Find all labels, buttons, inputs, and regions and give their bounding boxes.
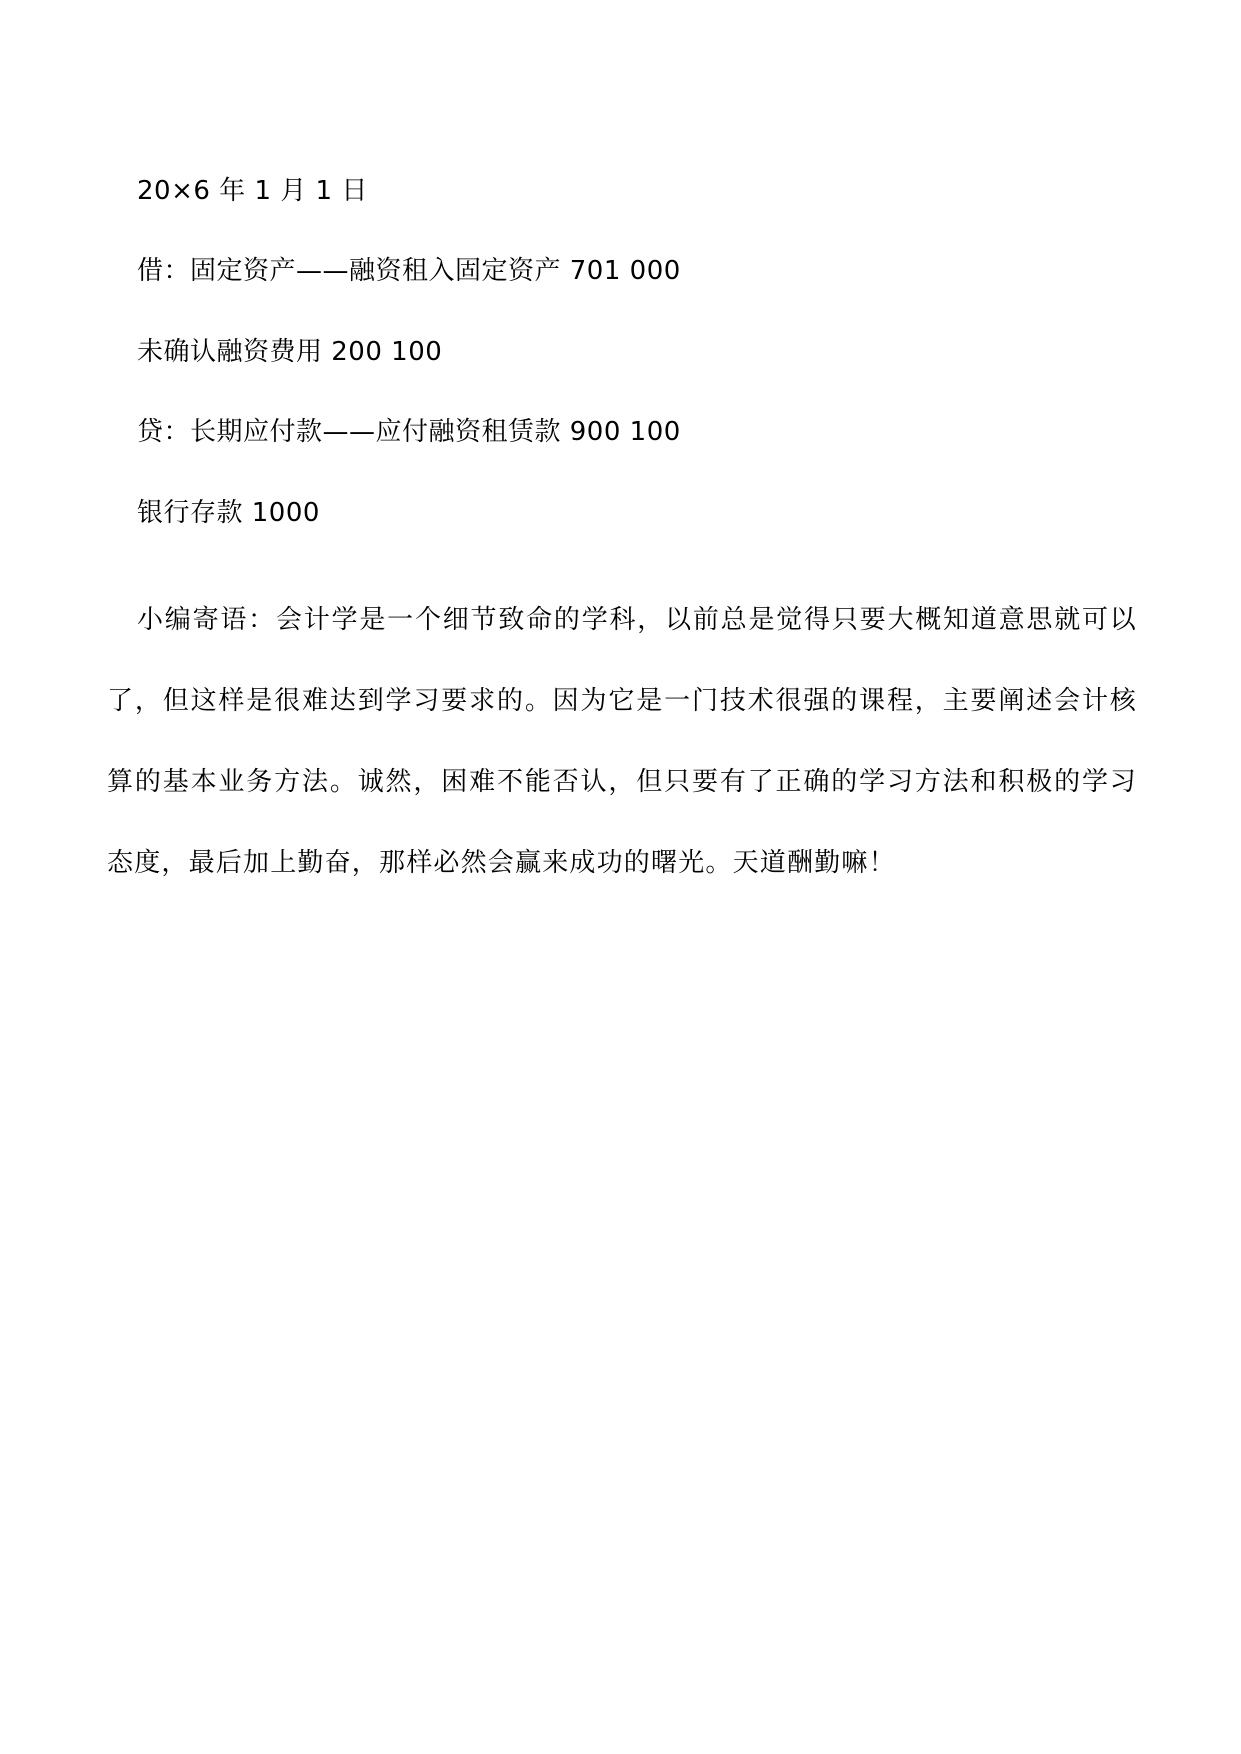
entry-unrecognized-financing-cost: 未确认融资费用 200 100 xyxy=(137,337,443,367)
entry-debit-fixed-assets: 借：固定资产——融资租入固定资产 701 000 xyxy=(137,256,681,286)
entry-bank-deposit: 银行存款 1000 xyxy=(137,498,320,528)
entry-credit-long-term-payable: 贷：长期应付款——应付融资租赁款 900 100 xyxy=(137,417,681,447)
closing-paragraph: 小编寄语：会计学是一个细节致命的学科，以前总是觉得只要大概知道意思就可以了，但这样是很难达到学习要求的。因为它是一门技术很强的课程，主要阐述会计核算的基本业务方法。诚然，困难不能否认，但只要有了正确的学习方法和积极的学习态度，最后加上勤奋，那样必然会赢来成功的曙光。天道酬勤嘛！ xyxy=(107,605,1137,878)
entry-date: 20×6 年 1 月 1 日 xyxy=(137,176,368,206)
